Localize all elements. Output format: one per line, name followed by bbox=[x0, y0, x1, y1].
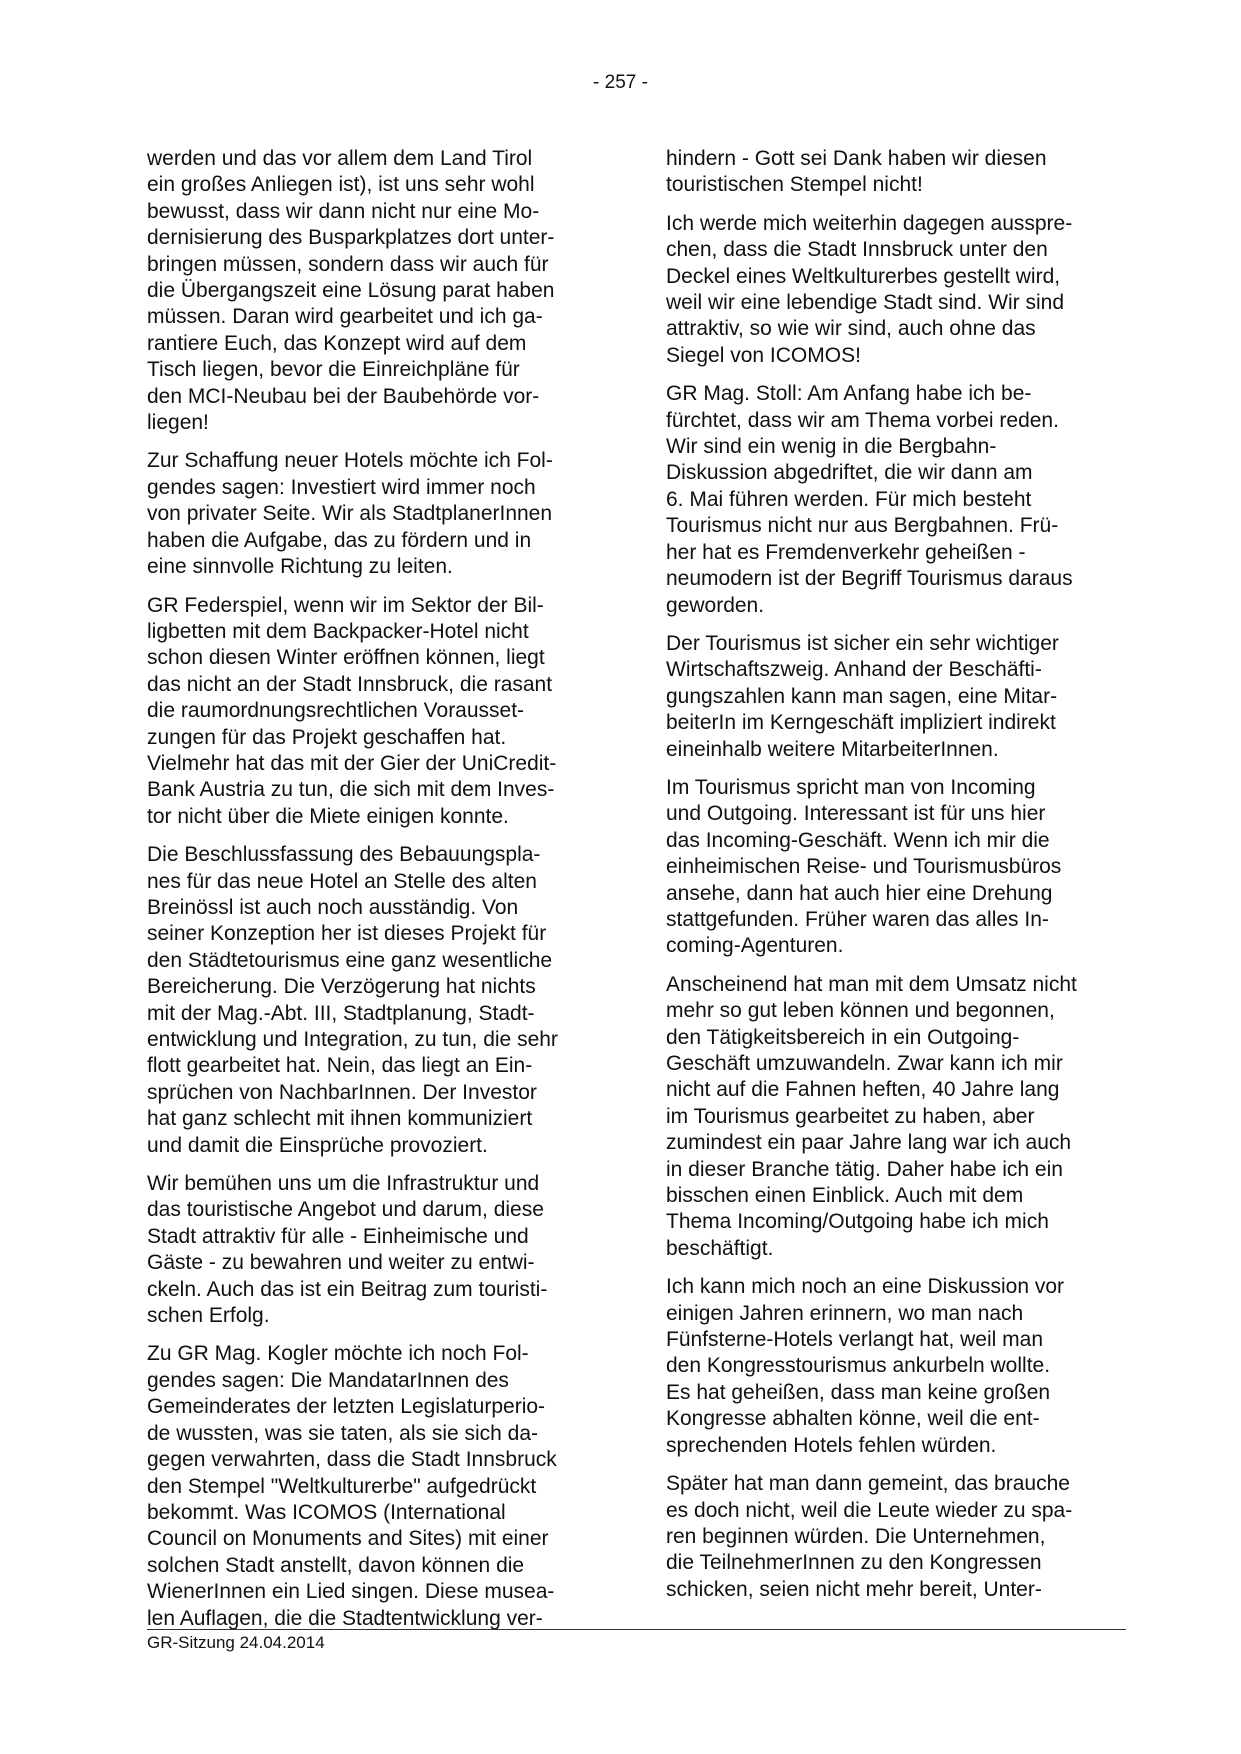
footer-divider bbox=[147, 1629, 1126, 1630]
footer-session-date: GR-Sitzung 24.04.2014 bbox=[147, 1633, 325, 1652]
paragraph: Zu GR Mag. Kogler möchte ich noch Fol- gendes sagen: Die MandatarInnen des Gemeinderates der letzten Legislaturperio- de wussten, was sie taten, als sie sich da- gegen verwahrten, dass die Stadt Innsbruck den Stempel "Weltkulturerbe" aufgedrückt bekommt. Was ICOMOS (International Council on Monuments and Sites) mit einer solchen Stadt anstellt, davon können die WienerInnen ein Lied singen. Diese musea- len Auflagen, die die Stadtentwicklung ver- bbox=[147, 1342, 557, 1630]
paragraph: werden und das vor allem dem Land Tirol ein großes Anliegen ist), ist uns sehr wohl bewusst, dass wir dann nicht nur eine Mo- dernisierung des Busparkplatzes dort unter- bringen müssen, sondern dass wir auch für die Übergangszeit eine Lösung parat haben müssen. Daran wird gearbeitet und ich ga- rantiere Euch, das Konzept wird auf dem Tisch liegen, bevor die Einreichpläne für den MCI-Neubau bei der Baubehörde vor- liegen! bbox=[147, 147, 555, 435]
paragraph: Später hat man dann gemeint, das brauche es doch nicht, weil die Leute wieder zu spa- ren beginnen würden. Die Unternehmen, die TeilnehmerInnen zu den Kongressen schicken, seien nicht mehr bereit, Unter- bbox=[666, 1472, 1073, 1601]
paragraph: hindern - Gott sei Dank haben wir diesen touristischen Stempel nicht! bbox=[666, 147, 1047, 197]
paragraph: GR Federspiel, wenn wir im Sektor der Bil- ligbetten mit dem Backpacker-Hotel nicht schon diesen Winter eröffnen können, liegt das nicht an der Stadt Innsbruck, die rasant die raumordnungsrechtlichen Vorausset- zungen für das Projekt geschaffen hat. Vielmehr hat das mit der Gier der UniCredit- Bank Austria zu tun, die sich mit dem Inves- tor nicht über die Miete einigen konnte. bbox=[147, 593, 557, 828]
paragraph: Wir bemühen uns um die Infrastruktur und das touristische Angebot und darum, diese Stadt attraktiv für alle - Einheimische und Gäste - zu bewahren und weiter zu entwi- ckeln. Auch das ist ein Beitrag zum touristi- schen Erfolg. bbox=[147, 1172, 548, 1328]
paragraph: Anscheinend hat man mit dem Umsatz nicht mehr so gut leben können und begonnen, den Tätigkeitsbereich in ein Outgoing- Geschäft umzuwandeln. Zwar kann ich mir nicht auf die Fahnen heften, 40 Jahre lang im Tourismus gearbeitet zu haben, aber zumindest ein paar Jahre lang war ich auch in dieser Branche tätig. Daher habe ich ein bisschen einen Einblick. Auch mit dem Thema Incoming/Outgoing habe ich mich beschäftigt. bbox=[666, 972, 1077, 1260]
paragraph: Zur Schaffung neuer Hotels möchte ich Fol- gendes sagen: Investiert wird immer noch von privater Seite. Wir als StadtplanerInnen haben die Aufgabe, das zu fördern und in eine sinnvolle Richtung zu leiten. bbox=[147, 449, 553, 579]
paragraph: Ich kann mich noch an eine Diskussion vor einigen Jahren erinnern, wo man nach Fünfsterne-Hotels verlangt hat, weil man den Kongresstourismus ankurbeln wollte. Es hat geheißen, dass man keine großen Kongresse abhalten könne, weil die ent- sprechenden Hotels fehlen würden. bbox=[666, 1275, 1065, 1457]
paragraph: GR Mag. Stoll: Am Anfang habe ich be- fürchtet, dass wir am Thema vorbei reden. Wir sind ein wenig in die Bergbahn- Diskussion abgedriftet, die wir dann am 6. Mai führen werden. Für mich besteht Tourismus nicht nur aus Bergbahnen. Frü- her hat es Fremdenverkehr geheißen - neumodern ist der Begriff Tourismus daraus geworden. bbox=[666, 382, 1073, 617]
paragraph: Der Tourismus ist sicher ein sehr wichtiger Wirtschaftszweig. Anhand der Beschäfti- gungszahlen kann man sagen, eine Mitar- beiterIn im Kerngeschäft impliziert indirekt eineinhalb weitere MitarbeiterInnen. bbox=[666, 631, 1059, 761]
page-number: - 257 - bbox=[593, 72, 648, 93]
paragraph: Ich werde mich weiterhin dagegen ausspre- chen, dass die Stadt Innsbruck unter den Deckel eines Weltkulturerbes gestellt wird, weil wir eine lebendige Stadt sind. Wir sind attraktiv, so wie wir sind, auch ohne das Siegel von ICOMOS! bbox=[666, 211, 1073, 367]
left-text-column bbox=[147, 146, 596, 1644]
paragraph: Im Tourismus spricht man von Incoming und Outgoing. Interessant ist für uns hier das Incoming-Geschäft. Wenn ich mir die einheimischen Reise- und Tourismusbüros ansehe, dann hat auch hier eine Drehung stattgefunden. Früher waren das alles In- coming-Agenturen. bbox=[666, 775, 1062, 958]
right-text-column bbox=[666, 146, 1126, 1615]
paragraph: Die Beschlussfassung des Bebauungspla- nes für das neue Hotel an Stelle des alten Breinössl ist auch noch ausständig. Von seiner Konzeption her ist dieses Projekt für den Städtetourismus eine ganz wesentliche Bereicherung. Die Verzögerung hat nichts mit der Mag.-Abt. III, Stadtplanung, Stadt- entwicklung und Integration, zu tun, die sehr flott gearbeitet hat. Nein, das liegt an Ein- sprüchen von NachbarInnen. Der Investor hat ganz schlecht mit ihnen kommuniziert und damit die Einsprüche provoziert. bbox=[147, 843, 558, 1157]
